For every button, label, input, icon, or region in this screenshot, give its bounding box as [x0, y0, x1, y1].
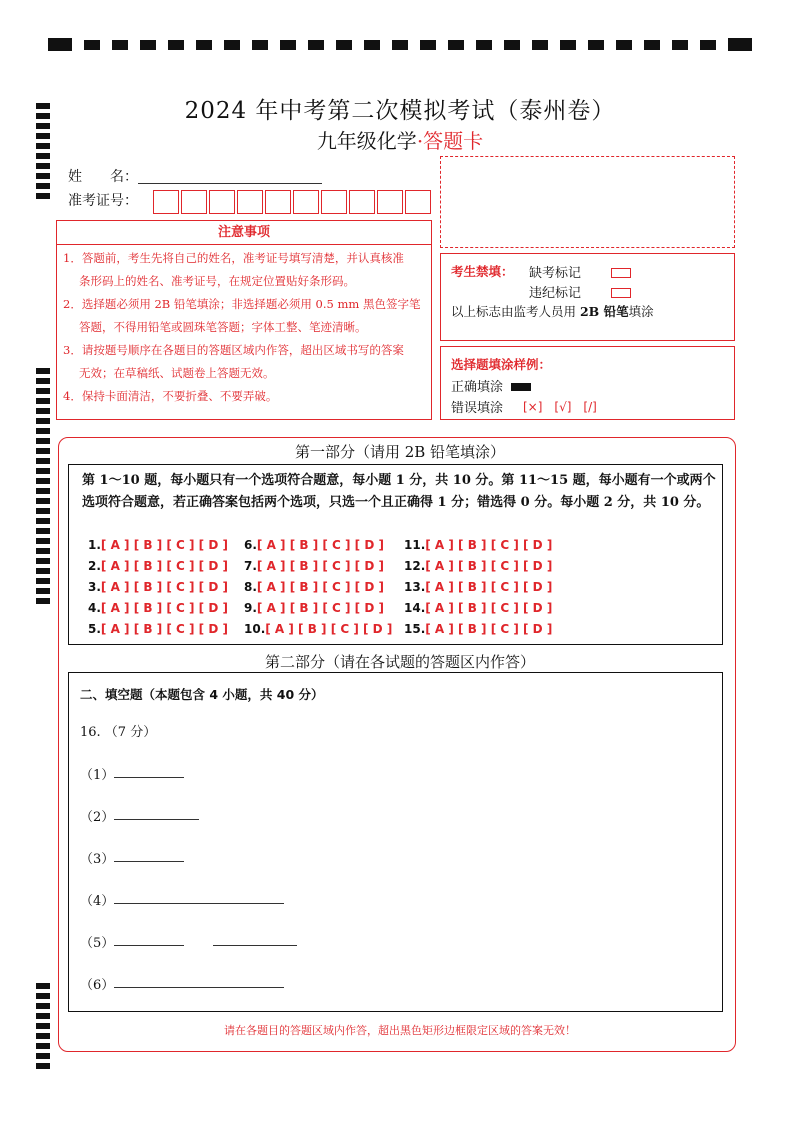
- notice-line: 1．答题前，考生先将自己的姓名，准考证号填写清楚，并认真核准: [63, 251, 404, 265]
- answer-options[interactable]: [ A ] [ B ] [ C ] [ D ]: [425, 538, 553, 552]
- question-16: 16. （7 分）: [80, 725, 157, 740]
- name-field[interactable]: [138, 182, 322, 184]
- answer-options[interactable]: [ A ] [ B ] [ C ] [ D ]: [425, 559, 553, 573]
- question-number: 7.: [244, 559, 257, 573]
- choice-question-row[interactable]: [88, 580, 228, 594]
- timing-marks-top: [48, 38, 752, 52]
- choice-question-row[interactable]: [244, 580, 384, 594]
- sub-label: （2）: [80, 810, 115, 825]
- part1-title: 第一部分（请用 2B 铅笔填涂）: [294, 443, 506, 461]
- section-title: 二、填空题（本题包含 4 小题，共 40 分）: [80, 687, 324, 702]
- notice-title: 注意事项: [57, 221, 431, 245]
- id-digit-box[interactable]: [405, 190, 431, 214]
- id-digit-box[interactable]: [153, 190, 179, 214]
- answer-options[interactable]: [ A ] [ B ] [ C ] [ D ]: [100, 580, 228, 594]
- choice-question-row[interactable]: [244, 622, 392, 636]
- choice-question-row[interactable]: [88, 538, 228, 552]
- footer-warning: 请在各题目的答题区域内作答，超出黑色矩形边框限定区域的答案无效！: [224, 1024, 576, 1037]
- answer-options[interactable]: [ A ] [ B ] [ C ] [ D ]: [256, 538, 384, 552]
- answer-options[interactable]: [ A ] [ B ] [ C ] [ D ]: [425, 622, 553, 636]
- sub-label: （5）: [80, 936, 115, 951]
- answer-line[interactable]: [114, 861, 184, 862]
- notice-line: 条形码上的姓名、准考证号，在规定位置贴好条形码。: [79, 274, 355, 288]
- id-digit-box[interactable]: [265, 190, 291, 214]
- notice-line: 4．保持卡面清洁，不要折叠、不要弄破。: [63, 389, 278, 403]
- question-number: 4.: [88, 601, 101, 615]
- id-digit-box[interactable]: [293, 190, 319, 214]
- wrong-label: 错误填涂: [451, 401, 504, 416]
- question-number: 14.: [404, 601, 426, 615]
- answer-options[interactable]: [ A ] [ B ] [ C ] [ D ]: [100, 622, 228, 636]
- subtitle-red: 答题卡: [423, 129, 484, 153]
- part2-title: 第二部分（请在各试题的答题区内作答）: [264, 653, 535, 671]
- answer-options[interactable]: [ A ] [ B ] [ C ] [ D ]: [100, 601, 228, 615]
- notice-line: 3．请按题号顺序在各题目的答题区域内作答，超出区域书写的答案: [63, 343, 404, 357]
- answer-line[interactable]: [213, 945, 297, 946]
- sub-label: （3）: [80, 852, 115, 867]
- choice-question-row[interactable]: [88, 601, 228, 615]
- forbid-note: 以上标志由监考人员用 2B 铅笔填涂: [451, 304, 654, 319]
- forbid-label: 考生禁填：: [451, 264, 514, 279]
- subtitle-dot: ·: [416, 129, 424, 153]
- id-digit-box[interactable]: [321, 190, 347, 214]
- correct-fill-sample: [511, 383, 531, 391]
- id-digit-box[interactable]: [181, 190, 207, 214]
- answer-options[interactable]: [ A ] [ B ] [ C ] [ D ]: [256, 580, 384, 594]
- absent-label: 缺考标记: [529, 266, 582, 281]
- question-number: 2.: [88, 559, 101, 573]
- question-number: 15.: [404, 622, 426, 636]
- subtitle-main: 九年级化学: [316, 129, 417, 153]
- wrong-fill-samples: [×] [√] [/]: [523, 400, 597, 414]
- question-number: 10.: [244, 622, 266, 636]
- question-number: 13.: [404, 580, 426, 594]
- choice-question-row[interactable]: [404, 601, 552, 615]
- question-number: 1.: [88, 538, 101, 552]
- sub-label: （6）: [80, 978, 115, 993]
- id-digit-box[interactable]: [377, 190, 403, 214]
- answer-line[interactable]: [114, 945, 184, 946]
- part1-instructions: 第 1～10 题，每小题只有一个选项符合题意，每小题 1 分，共 10 分。第 11～15 题，每小题有一个或两个选项符合题意，若正确答案包括两个选项，只选一个且正确得 1 分；错选得 0 分。每小题 2 分，共 10 分。: [82, 473, 716, 510]
- choice-question-row[interactable]: [244, 559, 384, 573]
- id-digit-box[interactable]: [237, 190, 263, 214]
- sub-label: （1）: [80, 768, 115, 783]
- choice-question-row[interactable]: [88, 559, 228, 573]
- sub-label: （4）: [80, 894, 115, 909]
- notice-line: 2．选择题必须用 2B 铅笔填涂；非选择题必须用 0.5 mm 黑色签字笔: [63, 297, 421, 311]
- fill-sample-box: [440, 346, 735, 420]
- absent-mark-box[interactable]: [611, 268, 631, 278]
- choice-question-row[interactable]: [404, 622, 552, 636]
- choice-question-row[interactable]: [404, 538, 552, 552]
- page-title: 2024 年中考第二次模拟考试（泰州卷）: [184, 98, 616, 124]
- answer-options[interactable]: [ A ] [ B ] [ C ] [ D ]: [425, 601, 553, 615]
- name-label: 姓 名：: [68, 169, 138, 185]
- violation-label: 违纪标记: [529, 286, 582, 301]
- question-number: 3.: [88, 580, 101, 594]
- choice-question-row[interactable]: [244, 601, 384, 615]
- choice-question-row[interactable]: [88, 622, 228, 636]
- question-number: 9.: [244, 601, 257, 615]
- page-subtitle: [0, 125, 800, 154]
- id-digit-box[interactable]: [209, 190, 235, 214]
- barcode-area[interactable]: [440, 156, 735, 248]
- violation-mark-box[interactable]: [611, 288, 631, 298]
- answer-line[interactable]: [114, 987, 284, 988]
- answer-options[interactable]: [ A ] [ B ] [ C ] [ D ]: [256, 601, 384, 615]
- timing-marks-left-2: [36, 368, 50, 608]
- proctor-marks-box: [440, 253, 735, 341]
- answer-options[interactable]: [ A ] [ B ] [ C ] [ D ]: [425, 580, 553, 594]
- answer-options[interactable]: [ A ] [ B ] [ C ] [ D ]: [100, 538, 228, 552]
- choice-question-row[interactable]: [404, 580, 552, 594]
- question-number: 8.: [244, 580, 257, 594]
- notice-line: 答题，不得用铅笔或圆珠笔答题；字体工整、笔迹清晰。: [79, 320, 367, 334]
- answer-line[interactable]: [114, 819, 199, 820]
- answer-options[interactable]: [ A ] [ B ] [ C ] [ D ]: [265, 622, 393, 636]
- notice-box: [56, 220, 432, 420]
- sample-label: 选择题填涂样例：: [451, 357, 552, 372]
- answer-line[interactable]: [114, 903, 284, 904]
- fill-in-box: [68, 672, 723, 1012]
- choice-question-row[interactable]: [404, 559, 552, 573]
- answer-line[interactable]: [114, 777, 184, 778]
- id-digit-box[interactable]: [349, 190, 375, 214]
- correct-label: 正确填涂: [451, 380, 504, 395]
- question-number: 11.: [404, 538, 426, 552]
- question-number: 5.: [88, 622, 101, 636]
- notice-line: 无效；在草稿纸、试题卷上答题无效。: [79, 366, 275, 380]
- id-number-boxes[interactable]: [153, 190, 433, 214]
- choice-question-row[interactable]: [244, 538, 384, 552]
- question-number: 6.: [244, 538, 257, 552]
- answer-options[interactable]: [ A ] [ B ] [ C ] [ D ]: [100, 559, 228, 573]
- question-number: 12.: [404, 559, 426, 573]
- id-label: 准考证号：: [68, 193, 138, 209]
- answer-options[interactable]: [ A ] [ B ] [ C ] [ D ]: [256, 559, 384, 573]
